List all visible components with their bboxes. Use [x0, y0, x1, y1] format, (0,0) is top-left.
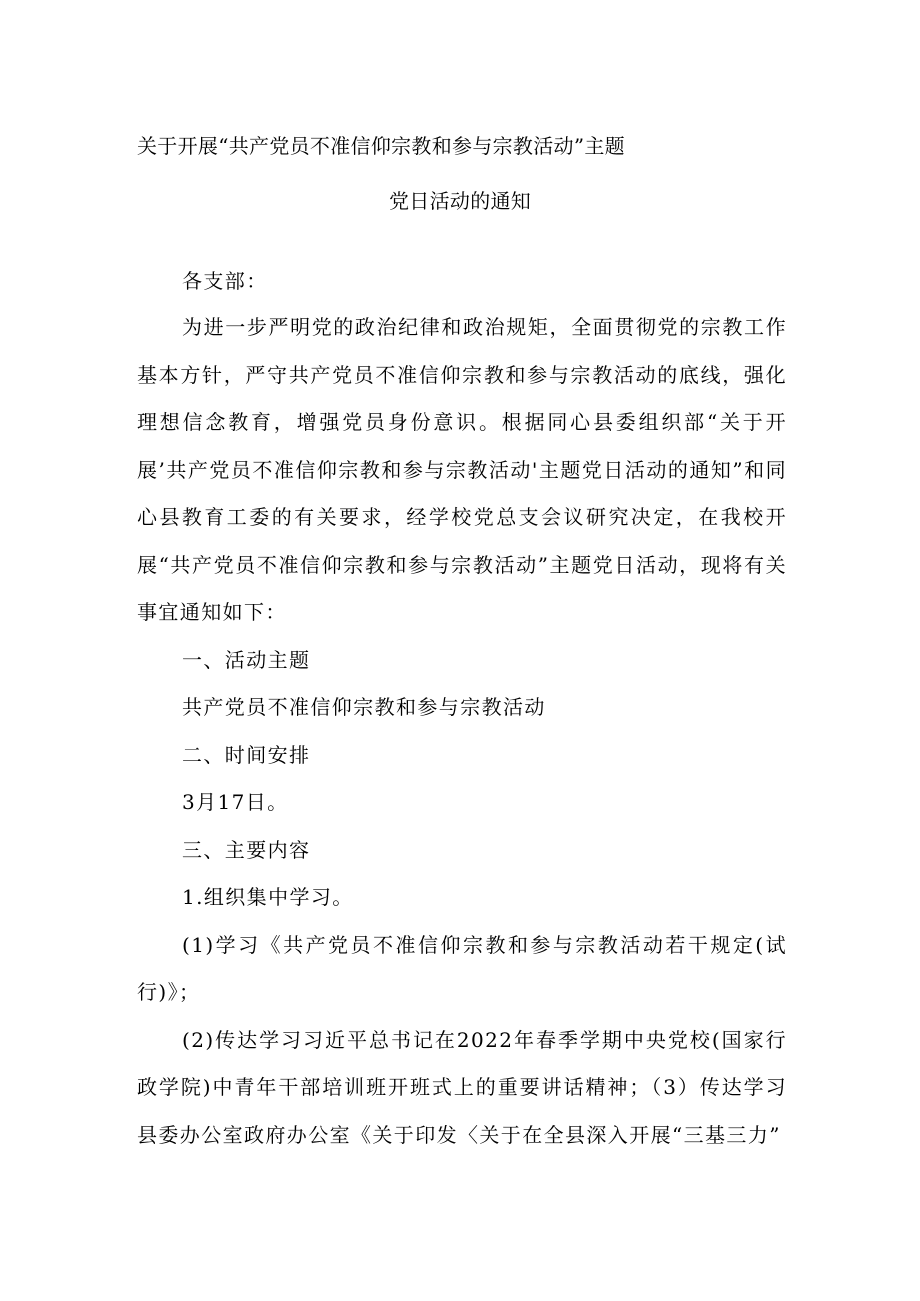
document-title-line-2: 党日活动的通知 [389, 189, 532, 213]
theme-text: 共产党员不准信仰宗教和参与宗教活动 [182, 695, 546, 719]
document-body [137, 304, 787, 1159]
section-heading-theme: 一、活动主题 [182, 647, 311, 672]
content-item-1: 1.组织集中学习。 [182, 885, 354, 909]
content-subitem-2: (2)传达学习习近平总书记在2022年春季学期中央党校(国家行政学院)中青年干部培训班开班式上的重要讲话精神；（3）传达学习县委办公室政府办公室《关于印发〈关于在全县深入开展“三基三力” [137, 1027, 787, 1147]
schedule-date: 3月17日。 [182, 790, 289, 814]
intro-paragraph: 为进一步严明党的政治纪律和政治规矩，全面贯彻党的宗教工作基本方针，严守共产党员不准信仰宗教和参与宗教活动的底线，强化理想信念教育，增强党员身份意识。根据同心县委组织部“关于开展’共产党员不准信仰宗教和参与宗教活动'主题党日活动的通知”和同心县教育工委的有关要求，经学校党总支会议研究决定，在我校开展“共产党员不准信仰宗教和参与宗教活动”主题党日活动，现将有关事宜通知如下： [137, 315, 787, 624]
section-heading-content: 三、主要内容 [182, 837, 311, 862]
content-subitem-1: (1)学习《共产党员不准信仰宗教和参与宗教活动若干规定(试行)》； [137, 932, 787, 1004]
section-heading-schedule: 二、时间安排 [182, 742, 311, 767]
salutation: 各支部： [182, 269, 268, 293]
document-title-line-1: 关于开展“共产党员不准信仰宗教和参与宗教活动”主题 [137, 134, 625, 158]
